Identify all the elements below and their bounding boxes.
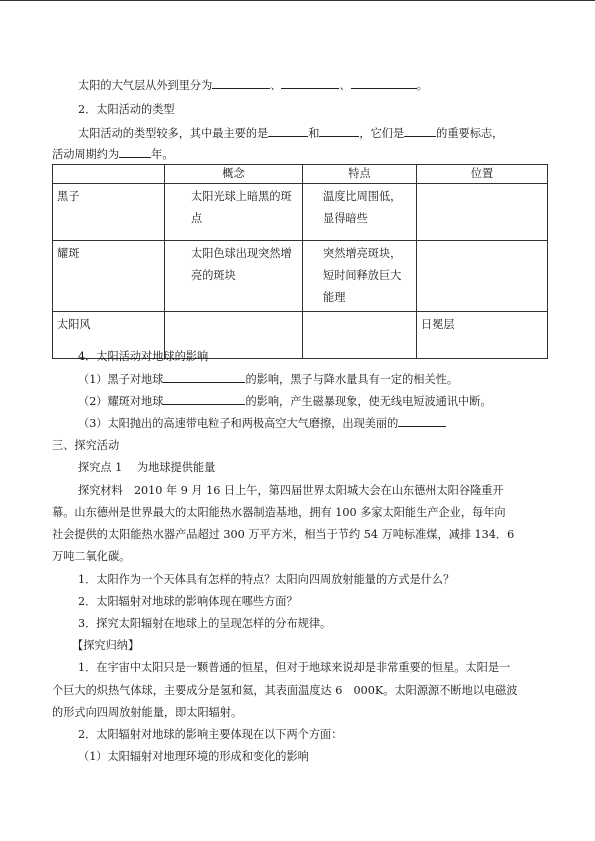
row-name: 黑子	[57, 190, 80, 203]
impact-line-3	[78, 416, 446, 431]
types-text: 太阳活动的类型较多，其中最主要的是	[78, 127, 269, 140]
blank-3[interactable]	[351, 78, 417, 89]
table-header-cell: 特点	[303, 165, 417, 184]
separator: 、	[339, 79, 351, 92]
impact-text: （1）黑子对地球	[78, 373, 164, 386]
question-3: 3．探究太阳辐射在地球上的呈现怎样的分布规律。	[78, 617, 332, 630]
types-text: 年。	[151, 148, 174, 161]
intro-prefix: 太阳的大气层从外到里分为	[78, 79, 213, 92]
blank-4[interactable]	[268, 126, 308, 137]
table-cell	[303, 184, 417, 241]
blank-9[interactable]	[163, 394, 245, 405]
table-header-cell: 位置	[417, 165, 548, 184]
row-feature: 突然增亮斑块，短时间释放巨大能理	[323, 247, 402, 304]
section-4-title: 4．太阳活动对地球的影响	[78, 350, 209, 363]
material-line: 探究材料 2010 年 9 月 16 日上午，第四届世界太阳城大会在山东德州太阳谷隆重开	[78, 484, 504, 497]
blank-8[interactable]	[163, 372, 245, 383]
types-line-2	[52, 147, 174, 162]
row-concept: 太阳色球出现突然增亮的斑块	[191, 247, 292, 282]
types-text: ，它们是	[359, 127, 405, 140]
summary-2: 2．太阳辐射对地球的影响主要体现在以下两个方面：	[78, 728, 343, 741]
table-header-cell: 概念	[165, 165, 303, 184]
row-position	[417, 241, 547, 245]
table-cell	[417, 312, 548, 359]
types-line-1	[78, 126, 503, 141]
table-header-cell	[53, 165, 165, 184]
blank-6[interactable]	[404, 126, 436, 137]
row-position: 日冕层	[421, 318, 455, 331]
blank-2[interactable]	[281, 78, 339, 89]
types-text: 和	[308, 127, 320, 140]
table-cell	[417, 241, 548, 312]
row-name: 耀斑	[57, 247, 80, 260]
table-row	[53, 184, 548, 241]
section-2-title: 2．太阳活动的类型	[78, 103, 175, 116]
table-row	[53, 241, 548, 312]
atmosphere-layers-line	[78, 78, 428, 93]
table-cell	[417, 184, 548, 241]
row-name: 太阳风	[57, 318, 91, 331]
blank-7[interactable]	[119, 147, 151, 158]
table-cell	[303, 241, 417, 312]
section-3-title: 三、探究活动	[52, 439, 120, 452]
types-text: 的重要标志，	[436, 127, 504, 140]
impact-text: 的影响，黑子与降水量具有一定的相关性。	[245, 373, 459, 386]
table-cell	[165, 241, 303, 312]
blank-5[interactable]	[319, 126, 359, 137]
impact-line-2	[78, 394, 492, 409]
blank-1[interactable]	[212, 78, 270, 89]
blank-10[interactable]	[398, 416, 446, 427]
summary-2-sub-1: （1）太阳辐射对地理环境的形成和变化的影响	[78, 750, 309, 763]
question-2: 2．太阳辐射对地球的影响体现在哪些方面？	[78, 595, 298, 608]
row-feature: 温度比周围低，显得暗些	[323, 190, 402, 225]
material-line: 万吨二氧化碳。	[52, 550, 131, 563]
summary-line: 1．在宇宙中太阳只是一颗普通的恒星，但对于地球来说却是非常重要的恒星。太阳是一	[78, 661, 511, 674]
summary-line: 个巨大的炽热气体球，主要成分是氢和氦，其表面温度达 6 000K。太阳源源不断地以电磁波	[52, 684, 518, 697]
separator: 、	[270, 79, 282, 92]
impact-text: （3）太阳抛出的高速带电粒子和两极高空大气磨擦，出现美丽的	[78, 417, 399, 430]
page-top-border	[0, 0, 595, 1]
summary-title: 【探究归纳】	[72, 639, 140, 652]
table-cell	[303, 312, 417, 359]
table-cell	[165, 184, 303, 241]
question-1: 1．太阳作为一个天体具有怎样的特点？太阳向四周放射能量的方式是什么？	[78, 573, 455, 586]
impact-text: 的影响，产生磁暴现象，使无线电短波通讯中断。	[245, 395, 492, 408]
table-cell	[53, 184, 165, 241]
solar-activity-table	[52, 164, 548, 359]
table-cell	[53, 241, 165, 312]
summary-line: 的形式向四周放射能量，即太阳辐射。	[52, 706, 243, 719]
material-line: 社会提供的太阳能热水器产品超过 300 万平方米，相当于节约 54 万吨标准煤，减排 134．6	[52, 528, 515, 541]
row-concept: 太阳光球上暗黑的斑点	[191, 190, 292, 225]
explore-point-title: 探究点 1 为地球提供能量	[78, 461, 216, 474]
types-text: 活动周期约为	[52, 148, 120, 161]
row-concept	[165, 312, 302, 316]
row-feature	[303, 312, 416, 316]
row-position	[417, 184, 547, 188]
impact-line-1	[78, 372, 458, 387]
material-line: 幕。山东德州是世界最大的太阳能热水器制造基地，拥有 100 多家太阳能生产企业，每年向	[52, 506, 506, 519]
impact-text: （2）耀斑对地球	[78, 395, 164, 408]
table-header-row	[53, 165, 548, 184]
period: 。	[416, 79, 428, 92]
